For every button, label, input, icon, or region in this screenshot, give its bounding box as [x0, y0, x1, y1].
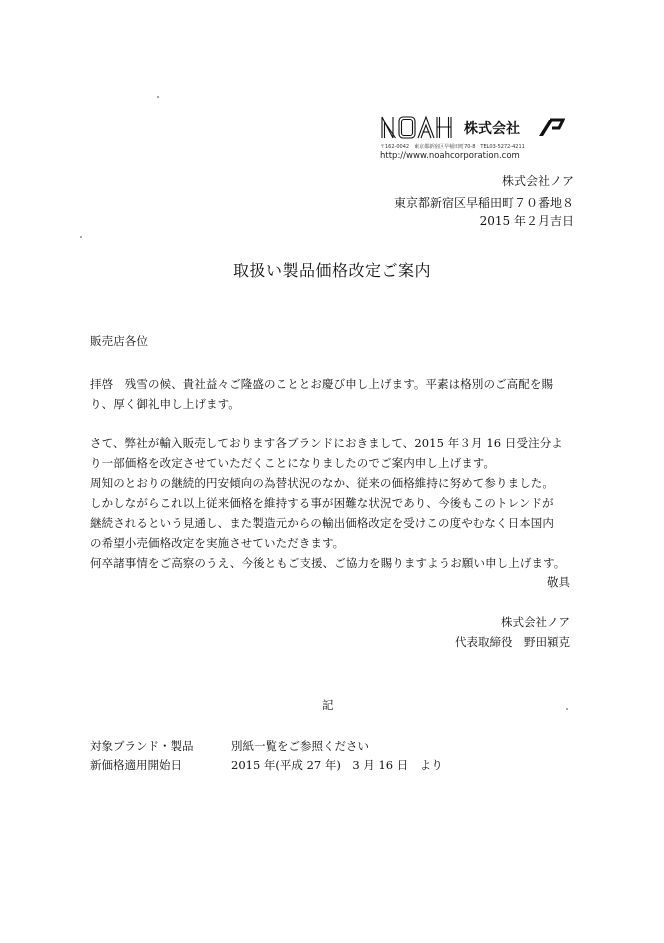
body-line: り一部価格を改定させていただくことになりましたのでご案内申し上げます。 [90, 456, 496, 470]
noah-logo-icon [380, 114, 464, 140]
signature-company: 株式会社ノア [501, 615, 570, 629]
letterhead-url: http://www.noahcorporation.com [380, 151, 520, 161]
body-line: 周知のとおりの継続的円安傾向の為替状況のなか、従来の価格維持に努めて参りました。 [90, 476, 554, 490]
letterhead-company-name: 株式会社 [464, 121, 520, 137]
addressee: 販売店各位 [90, 334, 148, 348]
page-title: 取扱い製品価格改定ご案内 [232, 261, 431, 280]
scan-speck [566, 708, 568, 710]
noah-mark-icon [537, 116, 565, 138]
body-line: しかしながらこれ以上従来価格を維持する事が困難な状況であり、今後もこのトレンドが [90, 496, 554, 510]
greeting-line: り、厚く御礼申し上げます。 [90, 397, 240, 411]
document-date: 2015 年２月吉日 [479, 214, 574, 228]
detail-label: 対象ブランド・製品 [90, 739, 194, 753]
greeting-line: 拝啓 残雪の候、貴社益々ご隆盛のこととお慶び申し上げます。平素は格別のご高配を賜 [90, 377, 554, 391]
detail-label: 新価格適用開始日 [90, 758, 182, 772]
sender-address: 東京都新宿区早稲田町７０番地８ [393, 196, 574, 210]
closing-keigu: 敬具 [547, 575, 570, 589]
detail-value: 別紙一覧をご参照ください [231, 739, 369, 753]
detail-value: 2015 年(平成 27 年) 3 月 16 日 より [231, 758, 443, 772]
notes-heading: 記 [322, 698, 334, 712]
sender-company: 株式会社ノア [501, 174, 574, 188]
body-line: さて、弊社が輸入販売しております各ブランドにおきまして、2015 年３月 16 日受注分よ [90, 436, 563, 450]
signature-representative: 代表取締役 野田潁克 [455, 635, 570, 649]
body-line: 継続されるという見通し、また製造元からの輸出価格改定を受けこの度やむなく日本国内 [90, 516, 554, 530]
scan-speck [80, 236, 82, 238]
body-line: の希望小売価格改定を実施させていただきます。 [90, 536, 345, 550]
body-line: 何卒諸事情をご高察のうえ、今後ともご支援、ご協力を賜りますようお願い申し上げます。 [90, 556, 566, 570]
scan-speck [157, 96, 159, 98]
letterhead-address: 〒162-0042 東京都新宿区早稲田町70-8 TEL03-5272-4211 [380, 144, 525, 150]
